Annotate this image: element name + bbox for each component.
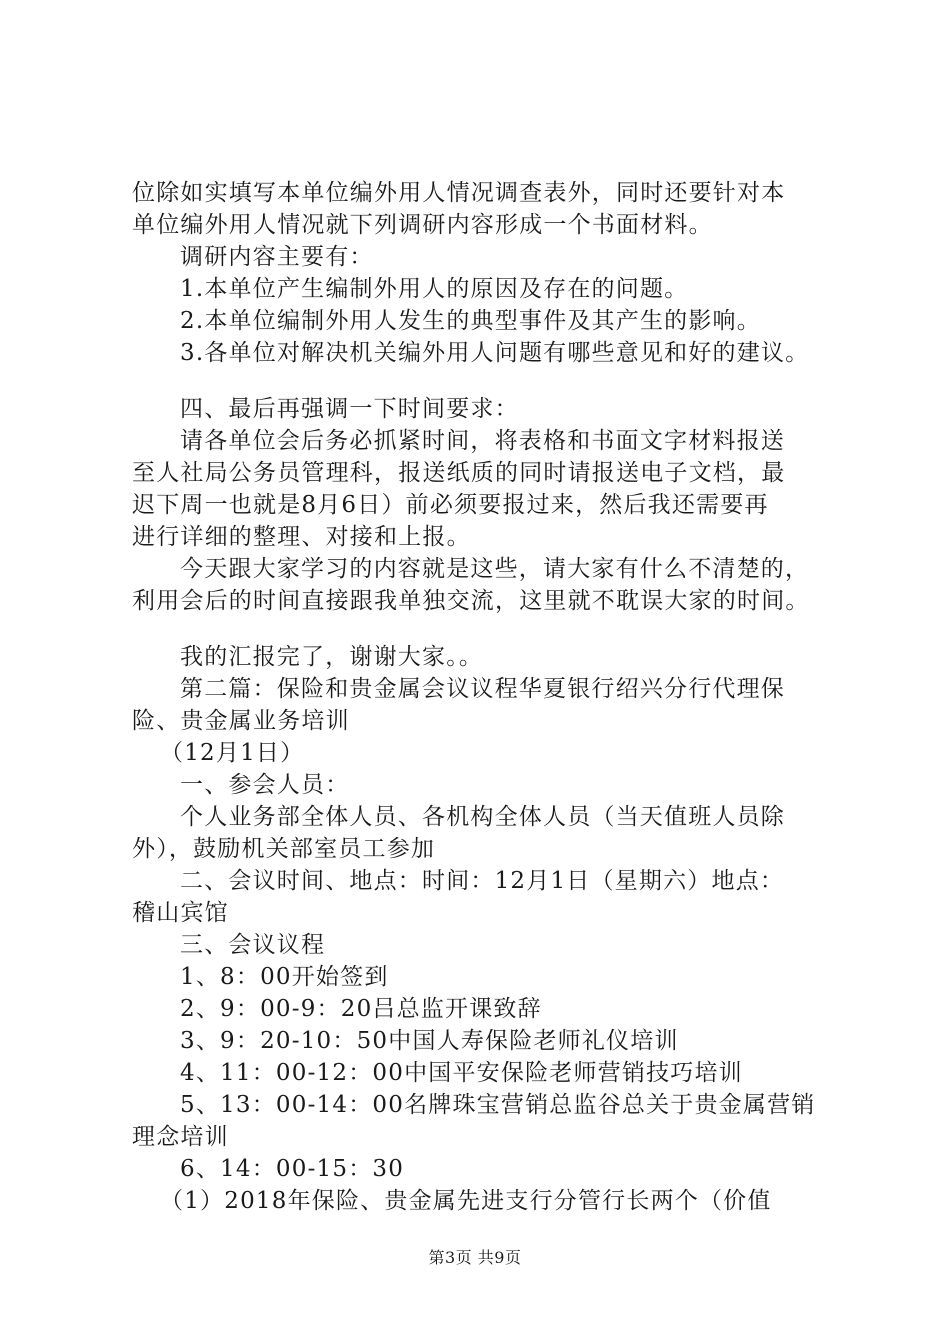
section-heading: 三、会议议程 (180, 932, 326, 958)
text-line: 位除如实填写本单位编外用人情况调查表外，同时还要针对本 (132, 180, 786, 206)
text-line: 稽山宾馆 (132, 900, 229, 926)
text-line: 个人业务部全体人员、各机构全体人员（当天值班人员除 (180, 804, 785, 830)
list-item: 2.本单位编制外用人发生的典型事件及其产生的影响。 (180, 308, 761, 334)
section-heading: 险、贵金属业务培训 (132, 708, 350, 734)
text-line: 单位编外用人情况就下列调研内容形成一个书面材料。 (132, 212, 713, 238)
agenda-item: 1、8：00开始签到 (180, 964, 389, 990)
section-heading: 第二篇：保险和贵金属会议议程华夏银行绍兴分行代理保 (180, 676, 785, 702)
section-heading: 四、最后再强调一下时间要求： (180, 396, 519, 422)
text-line: 调研内容主要有： (180, 244, 374, 270)
list-item: 1.本单位产生编制外用人的原因及存在的问题。 (180, 276, 689, 302)
date-line: （12月1日） (160, 740, 305, 766)
text-line: 外），鼓励机关部室员工参加 (132, 836, 436, 862)
page-footer: 第3页 共9页 (428, 1248, 522, 1267)
text-line: 利用会后的时间直接跟我单独交流，这里就不耽误大家的时间。 (132, 588, 810, 614)
text-line: 我的汇报完了，谢谢大家。。 (180, 644, 484, 670)
text-line: 进行详细的整理、对接和上报。 (132, 524, 471, 550)
agenda-item: 5、13：00-14：00名牌珠宝营销总监谷总关于贵金属营销 (180, 1092, 816, 1118)
text-line: 请各单位会后务必抓紧时间，将表格和书面文字材料报送 (180, 428, 785, 454)
text-line: 迟下周一也就是8月6日）前必须要报过来，然后我还需要再 (132, 492, 769, 518)
list-item: 3.各单位对解决机关编外用人问题有哪些意见和好的建议。 (180, 340, 810, 366)
agenda-item: 2、9：00-9：20吕总监开课致辞 (180, 996, 542, 1022)
text-line: 至人社局公务员管理科，报送纸质的同时请报送电子文档，最 (132, 460, 786, 486)
agenda-item: 4、11：00-12：00中国平安保险老师营销技巧培训 (180, 1060, 743, 1086)
agenda-item: 理念培训 (132, 1124, 229, 1150)
agenda-item: 6、14：00-15：30 (180, 1156, 405, 1182)
agenda-item: 3、9：20-10：50中国人寿保险老师礼仪培训 (180, 1028, 679, 1054)
section-heading: 二、会议时间、地点：时间：12月1日（星期六）地点： (180, 868, 785, 894)
agenda-item: （1）2018年保险、贵金属先进支行分管行长两个（价值 (160, 1188, 772, 1214)
text-line: 今天跟大家学习的内容就是这些，请大家有什么不清楚的， (180, 556, 810, 582)
section-heading: 一、参会人员： (180, 772, 350, 798)
